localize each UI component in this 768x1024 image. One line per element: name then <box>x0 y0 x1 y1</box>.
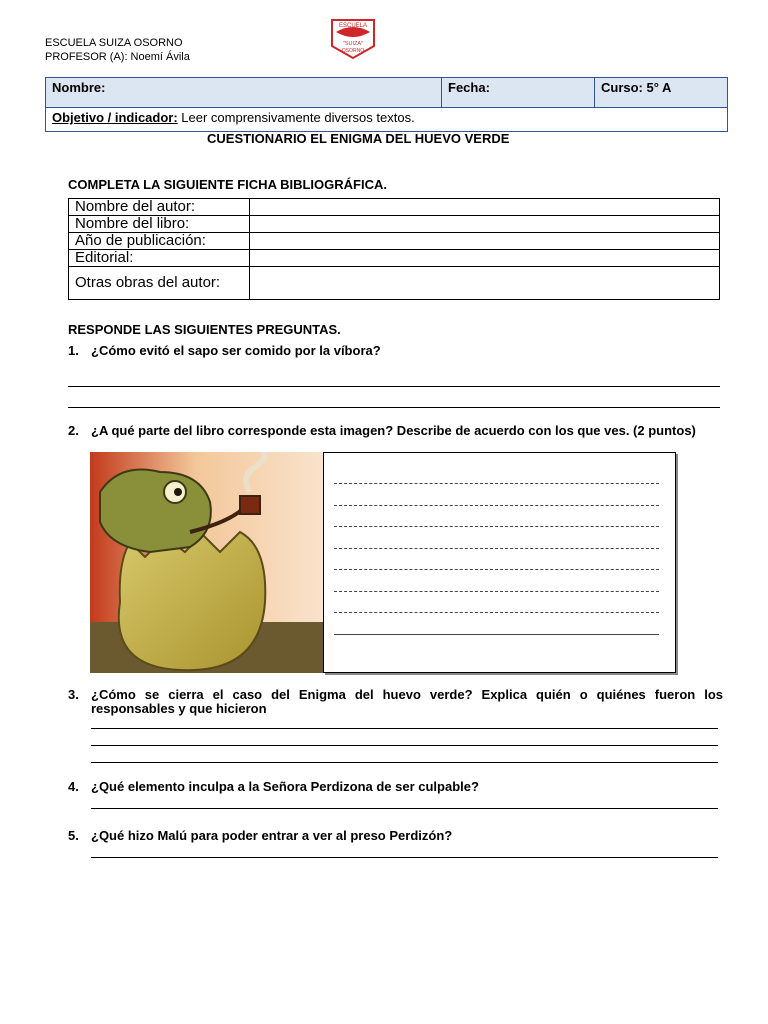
question-1 <box>68 344 723 358</box>
logo-top-text: ESCUELA <box>338 23 368 29</box>
egg-frog-illustration <box>90 452 323 673</box>
biblio-label: Nombre del libro: <box>69 216 250 233</box>
curso-label: Curso: 5° A <box>601 80 672 95</box>
nombre-label: Nombre: <box>52 80 106 95</box>
answer-line[interactable] <box>91 808 718 809</box>
question-text: ¿Qué elemento inculpa a la Señora Perdizona de ser culpable? <box>91 779 479 794</box>
answer-line[interactable] <box>68 407 720 408</box>
question-number: 5. <box>68 828 79 843</box>
answer-line[interactable] <box>334 483 659 484</box>
answer-line[interactable] <box>334 591 659 592</box>
curso-field <box>595 78 728 108</box>
fecha-label: Fecha: <box>448 80 490 95</box>
school-logo <box>330 18 376 60</box>
answer-line[interactable] <box>68 386 720 387</box>
answer-box[interactable] <box>323 452 676 673</box>
biblio-answer[interactable] <box>250 199 720 216</box>
biblio-label: Nombre del autor: <box>69 199 250 216</box>
biblio-answer[interactable] <box>250 233 720 250</box>
biblio-label: Editorial: <box>69 250 250 267</box>
question-3 <box>68 688 723 716</box>
question-text: ¿Cómo evitó el sapo ser comido por la víbora? <box>91 343 381 358</box>
question-5 <box>68 829 723 843</box>
question-text: ¿A qué parte del libro corresponde esta imagen? Describe de acuerdo con los que ves. (2 puntos) <box>91 423 696 438</box>
question-number: 1. <box>68 343 79 358</box>
objetivo-row <box>46 108 728 132</box>
question-number: 2. <box>68 423 79 438</box>
answer-line[interactable] <box>334 505 659 506</box>
question-text: ¿Cómo se cierra el caso del Enigma del huevo verde? Explica quién o quiénes fueron los responsables y que hicieron <box>91 687 723 716</box>
answer-line[interactable] <box>334 569 659 570</box>
answer-line[interactable] <box>91 762 718 763</box>
questions-heading: RESPONDE LAS SIGUIENTES PREGUNTAS. <box>68 322 341 337</box>
student-info-table <box>45 77 728 132</box>
school-name: ESCUELA SUIZA OSORNO <box>45 37 183 49</box>
question-4 <box>68 780 723 794</box>
biblio-label: Año de publicación: <box>69 233 250 250</box>
teacher-name: PROFESOR (A): Noemí Ávila <box>45 51 190 63</box>
objetivo-text: Leer comprensivamente diversos textos. <box>177 110 415 125</box>
answer-line[interactable] <box>334 634 659 635</box>
question-number: 4. <box>68 779 79 794</box>
biblio-heading: COMPLETA LA SIGUIENTE FICHA BIBLIOGRÁFICA. <box>68 177 387 192</box>
nombre-field[interactable] <box>46 78 442 108</box>
question-text: ¿Qué hizo Malú para poder entrar a ver al preso Perdizón? <box>91 828 453 843</box>
answer-line[interactable] <box>91 857 718 858</box>
logo-mid-text: "SUIZA" <box>342 41 364 47</box>
page-title: CUESTIONARIO EL ENIGMA DEL HUEVO VERDE <box>207 131 510 146</box>
question-2 <box>68 424 723 438</box>
biblio-label: Otras obras del autor: <box>69 267 250 300</box>
answer-line[interactable] <box>91 728 718 729</box>
biblio-answer[interactable] <box>250 250 720 267</box>
biblio-answer[interactable] <box>250 216 720 233</box>
answer-line[interactable] <box>334 526 659 527</box>
biblio-answer[interactable] <box>250 267 720 300</box>
answer-line[interactable] <box>334 612 659 613</box>
answer-line[interactable] <box>334 548 659 549</box>
logo-bottom-text: OSORNO <box>341 48 365 54</box>
biblio-table <box>68 198 720 300</box>
fecha-field[interactable] <box>442 78 595 108</box>
answer-line[interactable] <box>91 745 718 746</box>
objetivo-label: Objetivo / indicador: <box>52 110 178 125</box>
question-number: 3. <box>68 687 79 702</box>
